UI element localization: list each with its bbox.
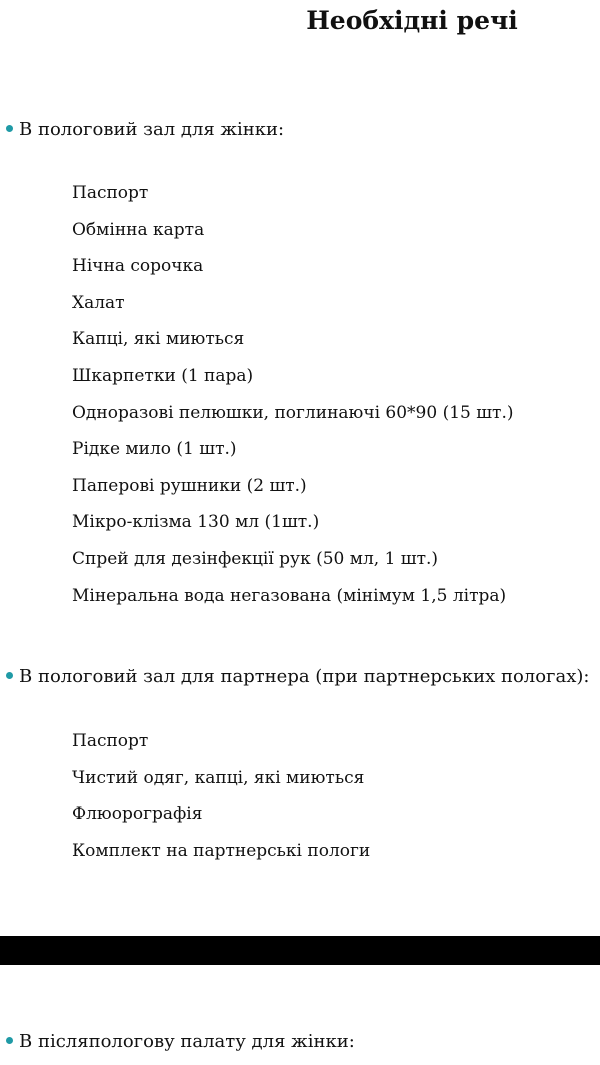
bullet-icon [6,672,13,679]
list-item: Мікро-клізма 130 мл (1шт.) [72,512,320,533]
list-item: Чистий одяг, капці, які миються [72,767,365,788]
list-item: Комплект на партнерські пологи [72,841,371,862]
bullet-icon [6,125,13,132]
list-item: Паперові рушники (2 шт.) [72,475,307,496]
page-title: Необхідні речі [306,6,518,35]
section-heading-label: В післяпологову палату для жінки: [19,1031,355,1052]
delivery-woman-list [72,182,514,621]
black-divider-bar [0,936,600,965]
list-item: Спрей для дезінфекції рук (50 мл, 1 шт.) [72,548,439,569]
list-item: Обмінна карта [72,219,205,240]
list-item: Флюорографія [72,804,203,825]
delivery-partner-list [72,730,370,877]
section-heading-label: В пологовий зал для партнера (при партнерських пологах): [19,666,590,687]
section-heading-postpartum-woman [6,1031,355,1053]
list-item: Капці, які миються [72,329,245,350]
list-item: Паспорт [72,731,149,751]
section-heading-delivery-partner [6,666,589,688]
list-item: Нічна сорочка [72,256,204,277]
list-item: Шкарпетки (1 пара) [72,365,254,386]
section-heading-label: В пологовий зал для жінки: [19,119,285,140]
section-heading-delivery-woman [6,119,284,141]
list-item: Одноразові пелюшки, поглинаючі 60*90 (15 шт.) [72,402,514,423]
list-item: Мінеральна вода негазована (мінімум 1,5 літра) [72,585,507,606]
list-item: Халат [72,292,125,313]
bullet-icon [6,1037,13,1044]
list-item: Рідке мило (1 шт.) [72,439,237,460]
list-item: Паспорт [72,183,149,203]
